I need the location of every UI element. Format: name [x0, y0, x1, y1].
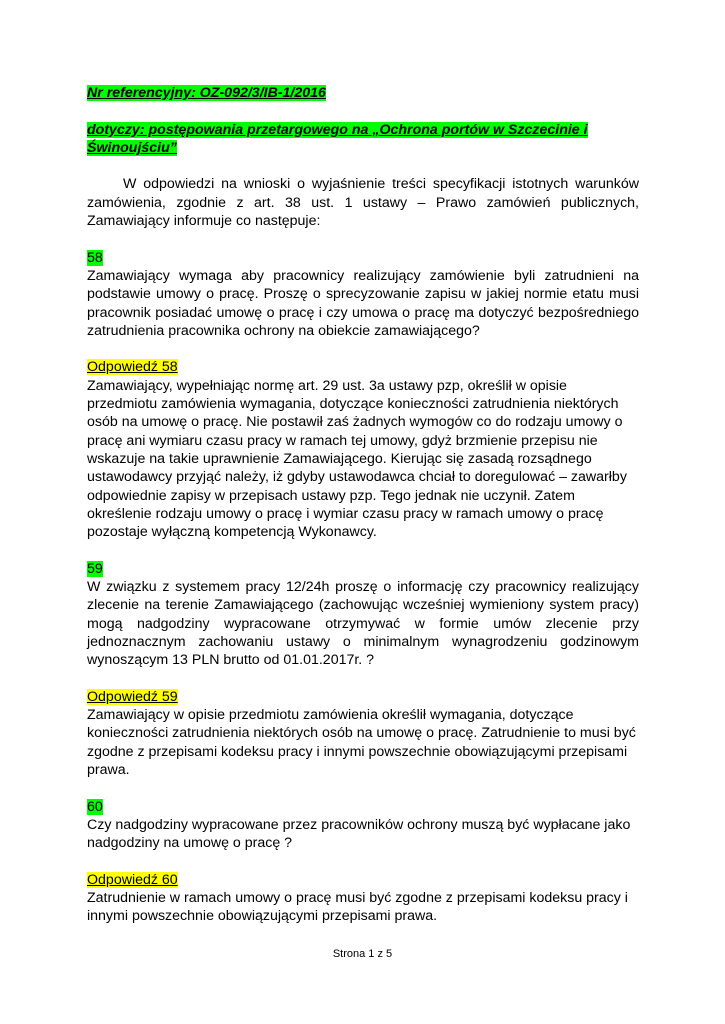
document-body [87, 84, 639, 926]
answer-label: Odpowiedź 60 [87, 871, 178, 888]
answer-block [87, 688, 639, 779]
answer-text: Zamawiający w opisie przedmiotu zamówienia określił wymagania, dotyczące konieczności zatrudnienia niektórych osób na umowę o pracę. Zatrudnienie to musi być zgodne z przepisami kodeksu pracy i innymi powszechnie obowiązującymi przepisami prawa. [87, 707, 636, 778]
reference-number: Nr referencyjny: OZ-092/3/IB-1/2016 [87, 85, 326, 101]
question-block [87, 798, 639, 853]
question-text: Zamawiający wymaga aby pracownicy realizujący zamówienie byli zatrudnieni na podstawie umowy o pracę. Proszę o sprecyzowanie zapisu w jakiej normie etatu musi pracownik posiadać umowę o pracę i czy umowa o pracę ma dotyczyć bezpośredniego zatrudnienia pracownika ochrony na obiekcie zamawiającego? [87, 267, 639, 339]
subject-line [87, 121, 639, 158]
subject-text: dotyczy: postępowania przetargowego na „Ochrona portów w Szczecinie i Świnoujściu” [87, 121, 588, 156]
question-block [87, 560, 639, 670]
answer-label: Odpowiedź 59 [87, 688, 178, 705]
question-text: W związku z systemem pracy 12/24h proszę o informację czy pracownicy realizujący zlecenie na terenie Zamawiającego (zachowując wcześniej wymieniony system pracy) mogą nadgodziny wypracowane otrzymywać w formie umów zlecenie przy jednoznacznym zachowaniu ustawy o minimalnym wynagrodzeniu godzinowym wynoszącym 13 PLN brutto od 01.01.2017r. ? [87, 579, 639, 669]
answer-label: Odpowiedź 58 [87, 359, 178, 376]
reference-line [87, 84, 639, 102]
intro-paragraph: W odpowiedzi na wnioski o wyjaśnienie treści specyfikacji istotnych warunków zamówienia, zgodnie z art. 38 ust. 1 ustawy – Prawo zamówień publicznych, Zamawiający informuje co następuje: [87, 176, 639, 230]
answer-block [87, 871, 639, 926]
question-text: Czy nadgodziny wypracowane przez pracowników ochrony muszą być wypłacane jako nadgodziny na umowę o pracę ? [87, 816, 631, 852]
question-block [87, 249, 639, 340]
question-number: 60 [87, 798, 103, 815]
question-number: 59 [87, 560, 103, 577]
page-number: Strona 1 z 5 [332, 948, 393, 960]
answer-block [87, 358, 639, 541]
answer-text: Zamawiający, wypełniając normę art. 29 ust. 3a ustawy pzp, określił w opisie przedmiotu zamówienia wymagania, dotyczące konieczności zatrudnienia niektórych osób na umowę o pracę. Nie postawił zaś żadnych wymogów co do rodzaju umowy o pracę ani wymiaru czasu pracy w ramach tej umowy, gdyż brzmienie przepisu nie wskazuje na takie uprawnienie Zamawiającego. Kierując się zasadą rozsądnego ustawodawcy przyjąć należy, iż gdyby ustawodawca chciał to doregulować – zawarłby odpowiednie zapisy w przepisach ustawy pzp. Tego jednak nie uczynił. Zatem określenie rodzaju umowy o pracę i wymiar czasu pracy w ramach umowy o pracę pozostaje wyłączną kompetencją Wykonawcy. [87, 377, 627, 541]
question-number: 58 [87, 249, 103, 266]
page-footer [0, 947, 725, 961]
answer-text: Zatrudnienie w ramach umowy o pracę musi być zgodne z przepisami kodeksu pracy i innymi powszechnie obowiązującymi przepisami prawa. [87, 890, 628, 925]
